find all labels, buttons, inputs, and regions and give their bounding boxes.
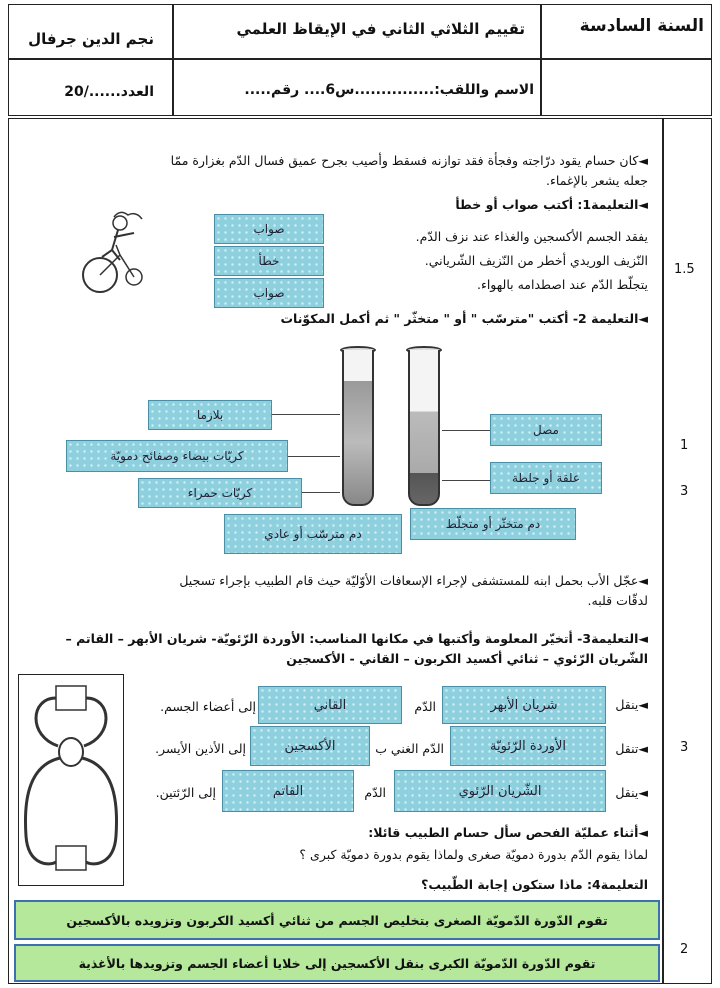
label-plasma: بلازما: [148, 400, 272, 430]
circulation-diagram: [20, 676, 122, 884]
task4-title: التعليمة4: ماذا ستكون إجابة الطّبيب؟: [421, 877, 648, 892]
label-serum: مصل: [490, 414, 602, 446]
bicycle-boy-image: [72, 205, 172, 305]
row1-middle: الدّم: [414, 699, 436, 714]
score-5: 2: [680, 942, 689, 957]
tube-right: [408, 350, 440, 506]
row2-prefix: ◄تنقل: [615, 741, 648, 756]
header-divider: [8, 58, 712, 60]
level-title: السنة السادسة: [579, 16, 704, 36]
task1-statement-1: يفقد الجسم الأكسجين والغذاء عند نزف الدّم.: [415, 229, 648, 244]
boy-head: [113, 216, 127, 230]
row1-box-vessel: شريان الأبهر: [442, 686, 606, 724]
task1-answer-1: صواب: [214, 214, 324, 244]
row2-suffix: إلى الأذين الأيسر.: [155, 741, 246, 756]
caption-right-tube: دم متخثّر أو متجلّط: [410, 508, 576, 540]
student-name-line: الاسم واللقب:...............س6.... رقم.....: [244, 82, 534, 98]
task4-answer-2: تقوم الدّورة الدّمويّة الكبرى بنقل الأكسجين إلى خلايا أعضاء الجسم وتزويدها بالأغذية: [14, 944, 660, 982]
score-1: 1.5: [674, 262, 695, 277]
header-col-right: [540, 4, 542, 58]
intro2-line-2: لدقّات قلبه.: [587, 593, 648, 608]
task4-answer-1: تقوم الدّورة الدّمويّة الصغرى بتخليص الجسم من ثنائي أكسيد الكربون وتزويده بالأكسجين: [14, 900, 660, 940]
score-column-line: [662, 118, 664, 984]
connector-plasma: [272, 414, 340, 415]
body-organs-box: [56, 846, 86, 870]
task3-title-2: الشّريان الرّئوي – ثنائي أكسيد الكربون – القاني - الأكسجين: [286, 651, 648, 666]
boy-body: [102, 230, 134, 260]
task3-title: ◄التعليمة3- أتخيّر المعلومة وأكتبها في مكانها المناسب: الأوردة الرّئويّة- شريان الأبهر – القاتم –: [65, 631, 648, 646]
intro2-line-1: ◄عجّل الأب بحمل ابنه للمستشفى لإجراء الإسعافات الأوّليّة حيث قام الطبيب بإجراء تسجيل: [179, 573, 648, 588]
label-white-cells: كريّات بيضاء وصفائح دمويّة: [66, 440, 288, 472]
connector-serum: [442, 430, 490, 431]
row1-prefix: ◄ينقل: [615, 697, 648, 712]
row3-box-vessel: الشّريان الرّئوي: [394, 770, 606, 812]
label-clot: علقة أو جلطة: [490, 462, 602, 494]
teacher-name: نجم الدين جرفال: [28, 30, 154, 48]
row3-prefix: ◄ينقل: [615, 785, 648, 800]
row2-middle: الدّم الغني ب: [375, 741, 444, 756]
score-2: 1: [680, 438, 689, 453]
row1-suffix: إلى أعضاء الجسم.: [160, 699, 256, 714]
score-3: 3: [680, 484, 689, 499]
connector-white-cells: [288, 456, 340, 457]
row1-box-blood: القاني: [258, 686, 402, 724]
caption-left-tube: دم مترسّب أو عادي: [224, 514, 402, 554]
task1-statement-3: يتجلّط الدّم عند اصطدامه بالهواء.: [476, 277, 648, 292]
row3-suffix: إلى الرّئتين.: [155, 785, 216, 800]
header-col-right2: [540, 58, 542, 116]
task1-answer-3: صواب: [214, 278, 324, 308]
task1-statement-2: النّزيف الوريدي أخطر من النّزيف الشّرياني.: [424, 253, 648, 268]
grade-line: العدد....../20: [64, 84, 154, 100]
task2-title: ◄التعليمة 2- أكتب "مترسّب " أو " متخثّر " ثم أكمل المكوّنات: [280, 311, 648, 326]
row2-box-vessel: الأوردة الرّئويّة: [450, 726, 606, 766]
label-red-cells: كريّات حمراء: [138, 478, 302, 508]
heart-shape: [59, 738, 83, 766]
row2-box-gas: الأكسجين: [250, 726, 370, 766]
tube-left: [342, 350, 374, 506]
intro-line-2: جعله يشعر بالإغماء.: [546, 173, 648, 188]
task1-title: ◄التعليمة1: أكتب صواب أو خطأ: [455, 197, 648, 212]
exam-title: تقييم الثلاثي الثاني في الإيقاظ العلمي: [236, 20, 525, 38]
connector-clot: [442, 480, 490, 481]
score-4: 3: [680, 740, 689, 755]
exam-line-2: لماذا يقوم الدّم بدورة دمويّة صغرى ولماذا يقوم بدورة دمويّة كبرى ؟: [299, 847, 648, 862]
row3-middle: الدّم: [364, 785, 386, 800]
task1-answer-2: خطأ: [214, 246, 324, 276]
exam-line-1: ◄أثناء عمليّة الفحص سأل حسام الطبيب قائلا:: [368, 825, 648, 840]
intro-line-1: ◄كان حسام يقود درّاجته وفجأة فقد توازنه فسقط وأصيب بجرح عميق فسال الدّم بغزارة ممّا: [170, 153, 648, 168]
header-col-left: [172, 4, 174, 116]
row3-box-blood: القاتم: [222, 770, 354, 812]
lungs-box: [56, 686, 86, 710]
connector-red-cells: [302, 492, 340, 493]
